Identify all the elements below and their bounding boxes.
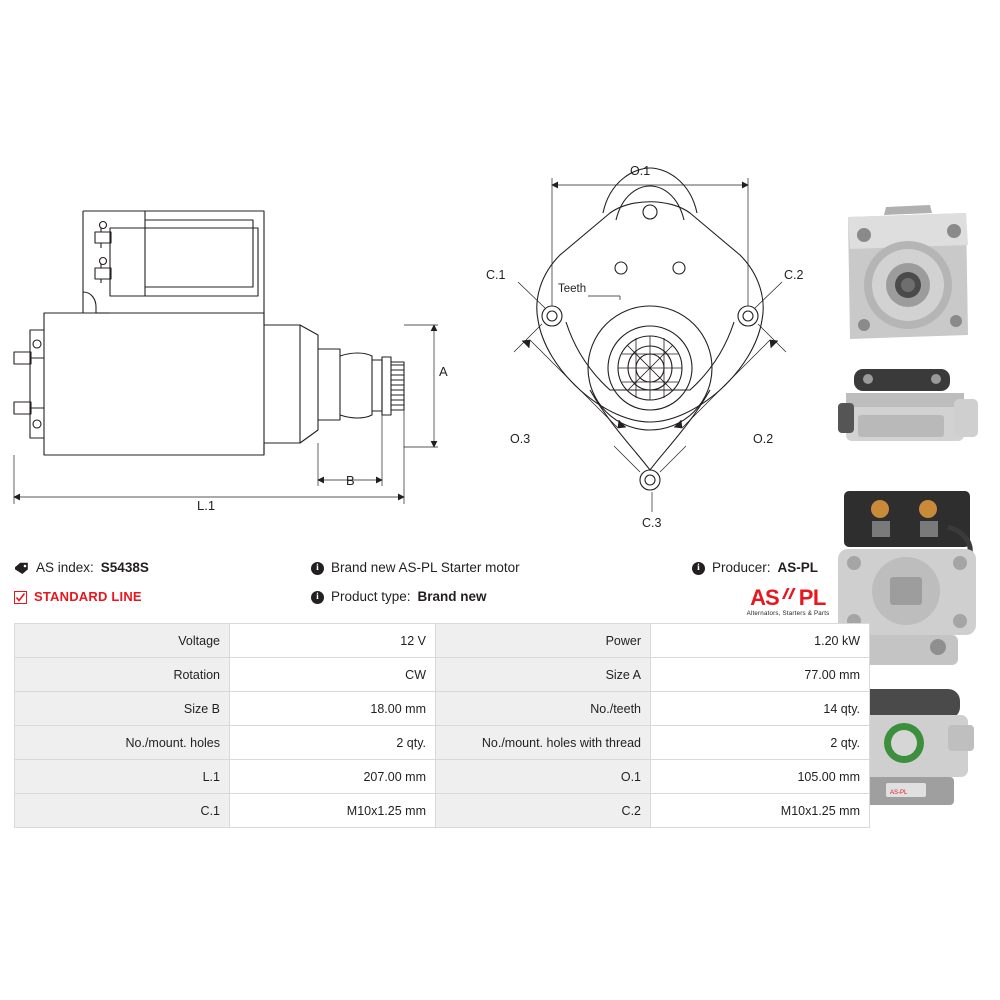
spec-label: No./mount. holes — [15, 726, 230, 760]
standard-line-label: STANDARD LINE — [34, 589, 142, 604]
as-index-row — [14, 559, 149, 577]
as-index-label: AS index: — [36, 560, 94, 575]
standard-line-row — [14, 588, 149, 606]
spec-label: Voltage — [15, 624, 230, 658]
aspl-logo-bars — [781, 584, 799, 606]
product-photo-2[interactable] — [828, 363, 986, 451]
label-teeth: Teeth — [558, 283, 587, 295]
table-row — [15, 692, 870, 726]
spec-label: Size B — [15, 692, 230, 726]
spec-value: 12 V — [230, 624, 436, 658]
svg-text:AS-PL: AS-PL — [890, 790, 908, 796]
aspl-logo-pl: PL — [798, 585, 826, 610]
label-c3: C.3 — [642, 516, 662, 530]
info-icon: i — [311, 562, 324, 575]
specifications-body — [15, 624, 870, 828]
spec-label: C.2 — [436, 794, 651, 828]
spec-value: 18.00 mm — [230, 692, 436, 726]
table-row — [15, 726, 870, 760]
info-icon: i — [311, 591, 324, 604]
description-row — [311, 559, 520, 577]
producer-label: Producer: — [712, 560, 771, 575]
spec-label: Rotation — [15, 658, 230, 692]
tag-icon — [14, 562, 29, 575]
product-type-label: Product type: — [331, 589, 411, 604]
label-c2: C.2 — [784, 268, 804, 282]
description-text: Brand new AS-PL Starter motor — [331, 560, 520, 575]
spec-value: CW — [230, 658, 436, 692]
info-icon: i — [692, 562, 705, 575]
spec-label: Power — [436, 624, 651, 658]
spec-label: O.1 — [436, 760, 651, 794]
producer-row — [692, 559, 818, 577]
table-row — [15, 794, 870, 828]
spec-value: M10x1.25 mm — [230, 794, 436, 828]
dim-o1-label: O.1 — [630, 164, 651, 178]
spec-value: 1.20 kW — [651, 624, 870, 658]
front-view-drawing — [470, 0, 830, 540]
spec-value: M10x1.25 mm — [651, 794, 870, 828]
dim-l1-label: L.1 — [197, 498, 216, 513]
aspl-logo — [733, 584, 843, 618]
spec-value: 14 qty. — [651, 692, 870, 726]
specifications-table — [14, 623, 870, 828]
aspl-logo-as: AS — [750, 585, 779, 610]
table-row — [15, 624, 870, 658]
product-type-value: Brand new — [417, 589, 487, 604]
dim-b-label: B — [346, 473, 355, 488]
dim-o3-label: O.3 — [510, 432, 531, 446]
spec-label: C.1 — [15, 794, 230, 828]
aspl-logo-wordmark — [733, 584, 843, 609]
side-view-drawing — [0, 0, 470, 540]
spec-label: No./mount. holes with thread — [436, 726, 651, 760]
check-box-icon — [14, 591, 27, 604]
product-type-row — [311, 588, 520, 606]
aspl-logo-tagline: Alternators, Starters & Parts — [746, 610, 830, 617]
spec-value: 2 qty. — [651, 726, 870, 760]
spec-value: 77.00 mm — [651, 658, 870, 692]
spec-label: Size A — [436, 658, 651, 692]
spec-value: 2 qty. — [230, 726, 436, 760]
as-index-value: S5438S — [100, 560, 149, 575]
dim-a-label: A — [439, 364, 448, 379]
table-row — [15, 658, 870, 692]
table-row — [15, 760, 870, 794]
spec-value: 105.00 mm — [651, 760, 870, 794]
product-photo-1[interactable] — [828, 195, 986, 360]
info-column-index — [14, 559, 149, 617]
spec-value: 207.00 mm — [230, 760, 436, 794]
dim-o2-label: O.2 — [753, 432, 774, 446]
info-column-description — [311, 559, 520, 617]
spec-label: L.1 — [15, 760, 230, 794]
label-c1: C.1 — [486, 268, 506, 282]
spec-label: No./teeth — [436, 692, 651, 726]
producer-value: AS-PL — [777, 560, 819, 575]
